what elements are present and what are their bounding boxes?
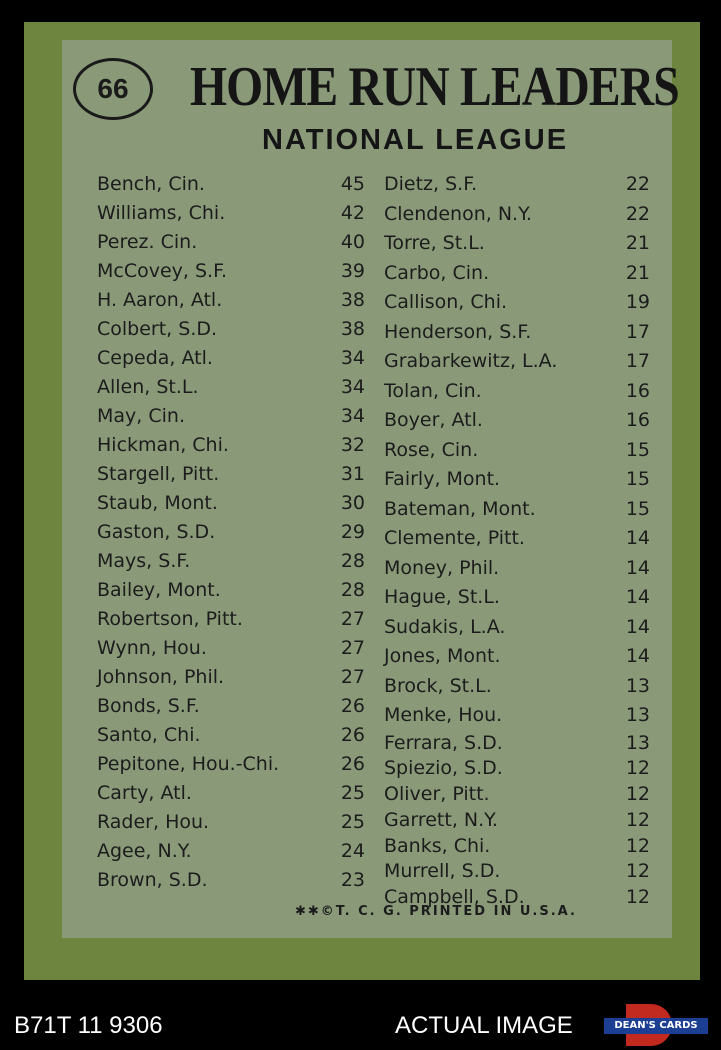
player-name: Clemente, Pitt. bbox=[384, 527, 525, 549]
player-name: Clendenon, N.Y. bbox=[384, 202, 532, 225]
player-name: Mays, S.F. bbox=[97, 550, 191, 572]
leader-row bbox=[384, 756, 650, 782]
leader-row bbox=[97, 315, 365, 344]
home-run-count: 12 bbox=[625, 783, 650, 806]
home-run-count: 31 bbox=[340, 463, 365, 485]
home-run-count: 26 bbox=[340, 724, 365, 746]
leader-row bbox=[97, 837, 365, 866]
player-name: McCovey, S.F. bbox=[97, 260, 228, 282]
player-name: Henderson, S.F. bbox=[384, 320, 532, 343]
player-name: Dietz, S.F. bbox=[384, 173, 478, 195]
player-name: Ferrara, S.D. bbox=[384, 731, 503, 754]
leader-row bbox=[97, 547, 365, 576]
leader-row bbox=[97, 605, 365, 634]
home-run-count: 23 bbox=[340, 869, 365, 891]
leader-row bbox=[97, 431, 365, 460]
leader-row bbox=[97, 402, 365, 431]
home-run-count: 34 bbox=[340, 405, 365, 427]
leader-row bbox=[384, 859, 650, 885]
home-run-count: 17 bbox=[625, 350, 650, 372]
home-run-count: 32 bbox=[340, 434, 365, 456]
player-name: Callison, Chi. bbox=[384, 291, 508, 313]
player-name: Grabarkewitz, L.A. bbox=[384, 350, 558, 372]
leader-row bbox=[97, 692, 365, 721]
player-name: Banks, Chi. bbox=[384, 834, 491, 857]
leader-row bbox=[97, 373, 365, 402]
player-name: Carty, Atl. bbox=[97, 782, 192, 804]
leader-row bbox=[97, 634, 365, 663]
player-name: Williams, Chi. bbox=[97, 202, 226, 224]
home-run-count: 40 bbox=[340, 231, 365, 253]
leader-row bbox=[97, 489, 365, 518]
home-run-count: 27 bbox=[340, 666, 365, 688]
player-name: Bench, Cin. bbox=[97, 173, 205, 195]
player-name: Garrett, N.Y. bbox=[384, 808, 498, 831]
home-run-count: 42 bbox=[340, 202, 365, 224]
home-run-count: 14 bbox=[625, 645, 650, 667]
player-name: Spiezio, S.D. bbox=[384, 757, 503, 780]
card-subtitle: NATIONAL LEAGUE bbox=[262, 124, 569, 156]
leader-row bbox=[384, 259, 650, 289]
leader-row bbox=[97, 199, 365, 228]
leader-row bbox=[97, 808, 365, 837]
player-name: Pepitone, Hou.-Chi. bbox=[97, 753, 280, 775]
player-name: Jones, Mont. bbox=[384, 645, 501, 667]
home-run-count: 38 bbox=[340, 289, 365, 311]
deans-cards-logo bbox=[604, 1004, 708, 1046]
leader-row bbox=[97, 663, 365, 692]
home-run-count: 13 bbox=[625, 704, 650, 726]
leader-row bbox=[97, 286, 365, 315]
player-name: Murrell, S.D. bbox=[384, 860, 501, 883]
home-run-count: 29 bbox=[340, 521, 365, 543]
home-run-count: 30 bbox=[340, 492, 365, 514]
leader-row bbox=[97, 344, 365, 373]
home-run-count: 15 bbox=[625, 497, 650, 520]
player-name: Bateman, Mont. bbox=[384, 497, 536, 520]
leader-row bbox=[384, 834, 650, 860]
home-run-count: 15 bbox=[625, 438, 650, 461]
home-run-count: 27 bbox=[340, 637, 365, 659]
player-name: Boyer, Atl. bbox=[384, 409, 483, 431]
home-run-count: 28 bbox=[340, 579, 365, 601]
player-name: Johnson, Phil. bbox=[97, 666, 225, 688]
home-run-count: 12 bbox=[625, 860, 650, 883]
leader-row bbox=[384, 672, 650, 702]
player-name: Hickman, Chi. bbox=[97, 434, 229, 456]
leader-row bbox=[384, 782, 650, 808]
leader-row bbox=[384, 170, 650, 200]
player-name: Gaston, S.D. bbox=[97, 521, 216, 543]
leader-row bbox=[97, 750, 365, 779]
leader-row bbox=[384, 554, 650, 584]
leader-row bbox=[97, 257, 365, 286]
leader-row bbox=[384, 701, 650, 731]
player-name: May, Cin. bbox=[97, 405, 185, 427]
home-run-count: 17 bbox=[625, 320, 650, 343]
player-name: Bailey, Mont. bbox=[97, 579, 221, 601]
player-name: Colbert, S.D. bbox=[97, 318, 218, 340]
leader-row bbox=[384, 524, 650, 554]
player-name: Carbo, Cin. bbox=[384, 261, 490, 284]
logo-text: DEAN'S CARDS bbox=[604, 1018, 708, 1034]
leader-row bbox=[97, 460, 365, 489]
home-run-count: 13 bbox=[625, 731, 650, 754]
player-name: Santo, Chi. bbox=[97, 724, 201, 746]
leader-row bbox=[97, 228, 365, 257]
home-run-count: 22 bbox=[625, 173, 650, 195]
leader-row bbox=[384, 347, 650, 377]
leader-row bbox=[97, 721, 365, 750]
leader-row bbox=[384, 808, 650, 834]
home-run-count: 12 bbox=[625, 886, 650, 909]
home-run-count: 26 bbox=[340, 753, 365, 775]
home-run-count: 45 bbox=[340, 173, 365, 195]
home-run-count: 28 bbox=[340, 550, 365, 572]
home-run-count: 38 bbox=[340, 318, 365, 340]
player-name: H. Aaron, Atl. bbox=[97, 289, 223, 311]
leader-row bbox=[384, 318, 650, 348]
home-run-count: 27 bbox=[340, 608, 365, 630]
leader-row bbox=[97, 518, 365, 547]
player-name: Oliver, Pitt. bbox=[384, 783, 490, 806]
home-run-count: 25 bbox=[340, 782, 365, 804]
player-name: Hague, St.L. bbox=[384, 586, 500, 608]
home-run-count: 25 bbox=[340, 811, 365, 833]
home-run-count: 14 bbox=[625, 527, 650, 549]
player-name: Rose, Cin. bbox=[384, 438, 479, 461]
leader-row bbox=[384, 406, 650, 436]
leader-row bbox=[384, 495, 650, 525]
player-name: Torre, St.L. bbox=[384, 232, 485, 254]
home-run-count: 12 bbox=[625, 834, 650, 857]
leader-row bbox=[97, 779, 365, 808]
home-run-count: 16 bbox=[625, 409, 650, 431]
home-run-count: 14 bbox=[625, 615, 650, 638]
card-number-badge: 66 bbox=[73, 58, 153, 120]
leader-row bbox=[384, 642, 650, 672]
leader-row bbox=[384, 377, 650, 407]
player-name: Brock, St.L. bbox=[384, 674, 492, 697]
leader-row bbox=[384, 436, 650, 466]
player-name: Brown, S.D. bbox=[97, 869, 208, 891]
inventory-code: B71T 11 9306 bbox=[14, 1012, 163, 1039]
home-run-count: 26 bbox=[340, 695, 365, 717]
player-name: Robertson, Pitt. bbox=[97, 608, 243, 630]
home-run-count: 19 bbox=[625, 291, 650, 313]
leader-row bbox=[97, 866, 365, 895]
home-run-count: 15 bbox=[625, 468, 650, 490]
player-name: Agee, N.Y. bbox=[97, 840, 192, 862]
home-run-count: 34 bbox=[340, 376, 365, 398]
player-name: Perez. Cin. bbox=[97, 231, 198, 253]
home-run-count: 22 bbox=[625, 202, 650, 225]
player-name: Sudakis, L.A. bbox=[384, 615, 506, 638]
player-name: Stargell, Pitt. bbox=[97, 463, 220, 485]
copyright-line: ✱✱©T. C. G. PRINTED IN U.S.A. bbox=[295, 904, 577, 919]
home-run-count: 21 bbox=[625, 232, 650, 254]
left-leader-column bbox=[97, 170, 365, 895]
leader-row bbox=[384, 731, 650, 757]
leader-row bbox=[384, 583, 650, 613]
player-name: Wynn, Hou. bbox=[97, 637, 207, 659]
player-name: Money, Phil. bbox=[384, 556, 500, 579]
home-run-count: 16 bbox=[625, 379, 650, 402]
card-title: HOME RUN LEADERS bbox=[190, 56, 679, 118]
home-run-count: 39 bbox=[340, 260, 365, 282]
player-name: Allen, St.L. bbox=[97, 376, 199, 398]
player-name: Fairly, Mont. bbox=[384, 468, 501, 490]
player-name: Menke, Hou. bbox=[384, 704, 503, 726]
player-name: Cepeda, Atl. bbox=[97, 347, 213, 369]
player-name: Staub, Mont. bbox=[97, 492, 218, 514]
leader-row bbox=[384, 465, 650, 495]
leader-row bbox=[384, 288, 650, 318]
leader-row bbox=[97, 170, 365, 199]
home-run-count: 12 bbox=[625, 808, 650, 831]
right-leader-column bbox=[384, 170, 650, 911]
home-run-count: 34 bbox=[340, 347, 365, 369]
home-run-count: 14 bbox=[625, 586, 650, 608]
home-run-count: 12 bbox=[625, 757, 650, 780]
leader-row bbox=[384, 229, 650, 259]
home-run-count: 21 bbox=[625, 261, 650, 284]
leader-row bbox=[97, 576, 365, 605]
player-name: Rader, Hou. bbox=[97, 811, 210, 833]
home-run-count: 14 bbox=[625, 556, 650, 579]
player-name: Bonds, S.F. bbox=[97, 695, 200, 717]
leader-row bbox=[384, 613, 650, 643]
home-run-count: 24 bbox=[340, 840, 365, 862]
player-name: Tolan, Cin. bbox=[384, 379, 482, 402]
leader-row bbox=[384, 200, 650, 230]
home-run-count: 13 bbox=[625, 674, 650, 697]
player-name: Campbell, S.D. bbox=[384, 886, 525, 909]
actual-image-label: ACTUAL IMAGE bbox=[395, 1012, 573, 1039]
